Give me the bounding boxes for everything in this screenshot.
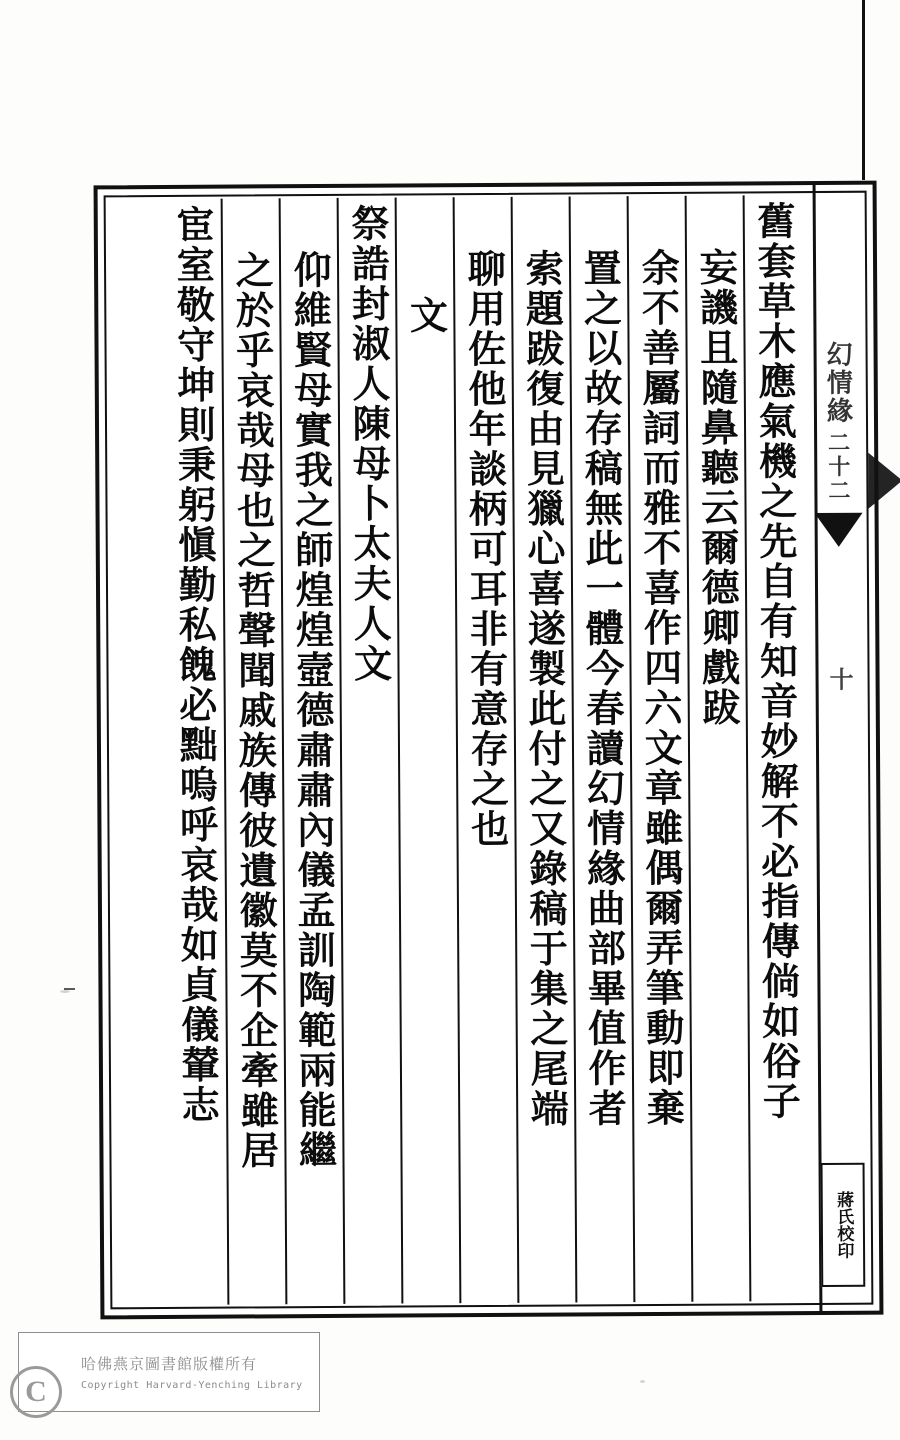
library-stamp <box>18 1332 320 1412</box>
text-column <box>221 198 286 1304</box>
column-text: 文 <box>403 295 449 336</box>
column-text: 置之以故存稿無此一體今春讀幻情緣曲部畢值作者 <box>577 248 628 1129</box>
library-stamp-chinese: 哈佛燕京圖書館版權所有 <box>81 1355 258 1373</box>
text-columns <box>108 195 808 1305</box>
column-text: 余不善屬詞而雅不喜作四六文章雖偶爾弄筆動即棄 <box>635 247 686 1129</box>
banxin-column <box>813 185 880 1311</box>
scan-tick <box>64 988 75 990</box>
scan-speck <box>640 1380 645 1383</box>
text-column <box>685 195 750 1301</box>
column-text: 舊套草木應氣機之先自有知音妙解不必指傳倘如俗子 <box>750 201 802 1122</box>
text-column <box>569 196 634 1302</box>
text-column <box>511 197 576 1303</box>
banxin-title: 幻情緣 <box>822 340 853 425</box>
library-stamp-english: Copyright Harvard-Yenching Library <box>81 1380 303 1391</box>
text-column <box>453 197 518 1303</box>
column-text: 宦室敬守坤則秉躬愼勤私餽必黜嗚呼哀哉如貞儀輦志 <box>169 204 221 1125</box>
page-edge-rule <box>862 0 865 180</box>
publisher-seal <box>821 1163 866 1287</box>
text-column <box>163 199 228 1305</box>
publisher-seal-text: 蔣氏校印 <box>833 1190 854 1259</box>
column-text: 妄譏且隨鼻聽云爾德卿戲跋 <box>693 247 741 728</box>
text-column <box>279 198 344 1304</box>
text-column <box>627 196 692 1302</box>
text-column <box>395 197 460 1303</box>
scan-speck <box>60 990 70 993</box>
column-text: 聊用佐他年談柄可耳非有意存之也 <box>461 248 510 850</box>
column-text: 仰維賢母實我之師煌煌壼德肅肅內儀孟訓陶範兩能繼 <box>287 249 338 1171</box>
copyright-icon: C <box>10 1366 62 1418</box>
woodblock-frame <box>94 181 884 1320</box>
banxin-volume: 二十二 <box>824 430 851 503</box>
text-column <box>743 195 808 1301</box>
column-text: 祭誥封淑人陳母卜太夫人文 <box>344 203 393 684</box>
column-text: 索題跋復由見獵心喜遂製此付之又錄稿于集之尾端 <box>519 248 570 1129</box>
text-column <box>337 198 402 1304</box>
banxin-page-marker: 十 <box>824 666 855 691</box>
fishtail-icon <box>815 513 863 547</box>
column-text: 之於乎哀哉母也之哲聲聞戚族傳彼遺徽莫不企牽雖居 <box>229 250 280 1171</box>
